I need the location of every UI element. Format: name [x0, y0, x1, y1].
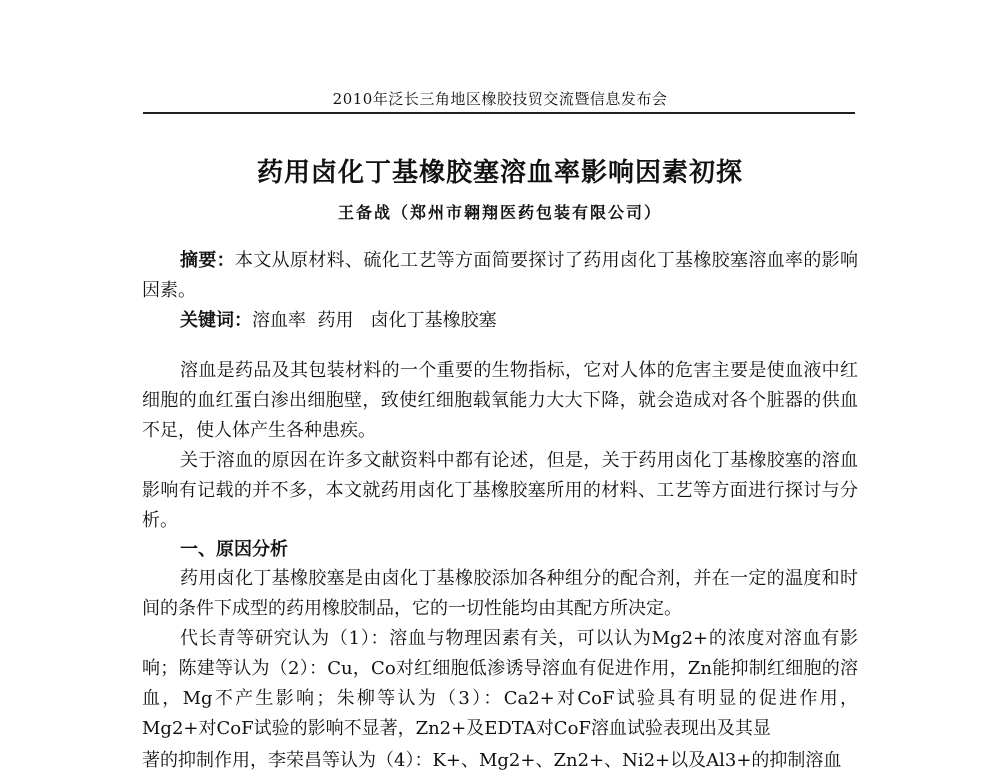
abstract-text: 本文从原材料、硫化工艺等方面简要探讨了药用卤化丁基橡胶塞溶血率的影响因素。: [142, 250, 858, 301]
paragraph-2: 关于溶血的原因在许多文献资料中都有论述，但是，关于药用卤化丁基橡胶塞的溶血影响有记载的并不多，本文就药用卤化丁基橡胶塞所用的材料、工艺等方面进行探讨与分析。: [142, 450, 858, 531]
article-title: 药用卤化丁基橡胶塞溶血率影响因素初探: [256, 158, 743, 188]
keywords-label: 关键词：: [180, 310, 252, 331]
header-rule: [143, 112, 855, 114]
section-heading-1: 一、原因分析: [180, 539, 288, 560]
cut-off-line: [142, 740, 858, 771]
author-affiliation: 王备战（郑州市翱翔医药包装有限公司）: [337, 203, 662, 222]
abstract-label: 摘要：: [180, 250, 235, 271]
keywords-text: 溶血率 药用 卤化丁基橡胶塞: [252, 310, 497, 331]
paragraph-1: 溶血是药品及其包装材料的一个重要的生物指标，它对人体的危害主要是使血液中红细胞的血红蛋白渗出细胞壁，致使红细胞载氧能力大大下降，就会造成对各个脏器的供血不足，使人体产生各种患疾。: [142, 360, 858, 441]
paragraph-4-cut-line: 著的抑制作用，李荣昌等认为（4）：K+、Mg2+、Zn2+、Ni2+以及Al3+的抑制溶血: [142, 750, 842, 771]
paragraph-4: 代长青等研究认为（1）：溶血与物理因素有关，可以认为Mg2+的浓度对溶血有影响；陈建等认为（2）：Cu，Co对红细胞低渗诱导溶血有促进作用，Zn能抑制红细胞的溶血，Mg不产生影响；朱柳等认为（3）：Ca2+对CoF试验具有明显的促进作用，Mg2+对CoF试验的影响不显著，Zn2+及EDTA对CoF溶血试验表现出及其显: [142, 628, 858, 739]
running-header-title: 2010年泛长三角地区橡胶技贸交流暨信息发布会: [332, 90, 668, 108]
keywords: [142, 306, 858, 336]
abstract: [142, 246, 858, 306]
paragraph-3: 药用卤化丁基橡胶塞是由卤化丁基橡胶添加各种组分的配合剂，并在一定的温度和时间的条件下成型的药用橡胶制品，它的一切性能均由其配方所决定。: [142, 568, 858, 619]
